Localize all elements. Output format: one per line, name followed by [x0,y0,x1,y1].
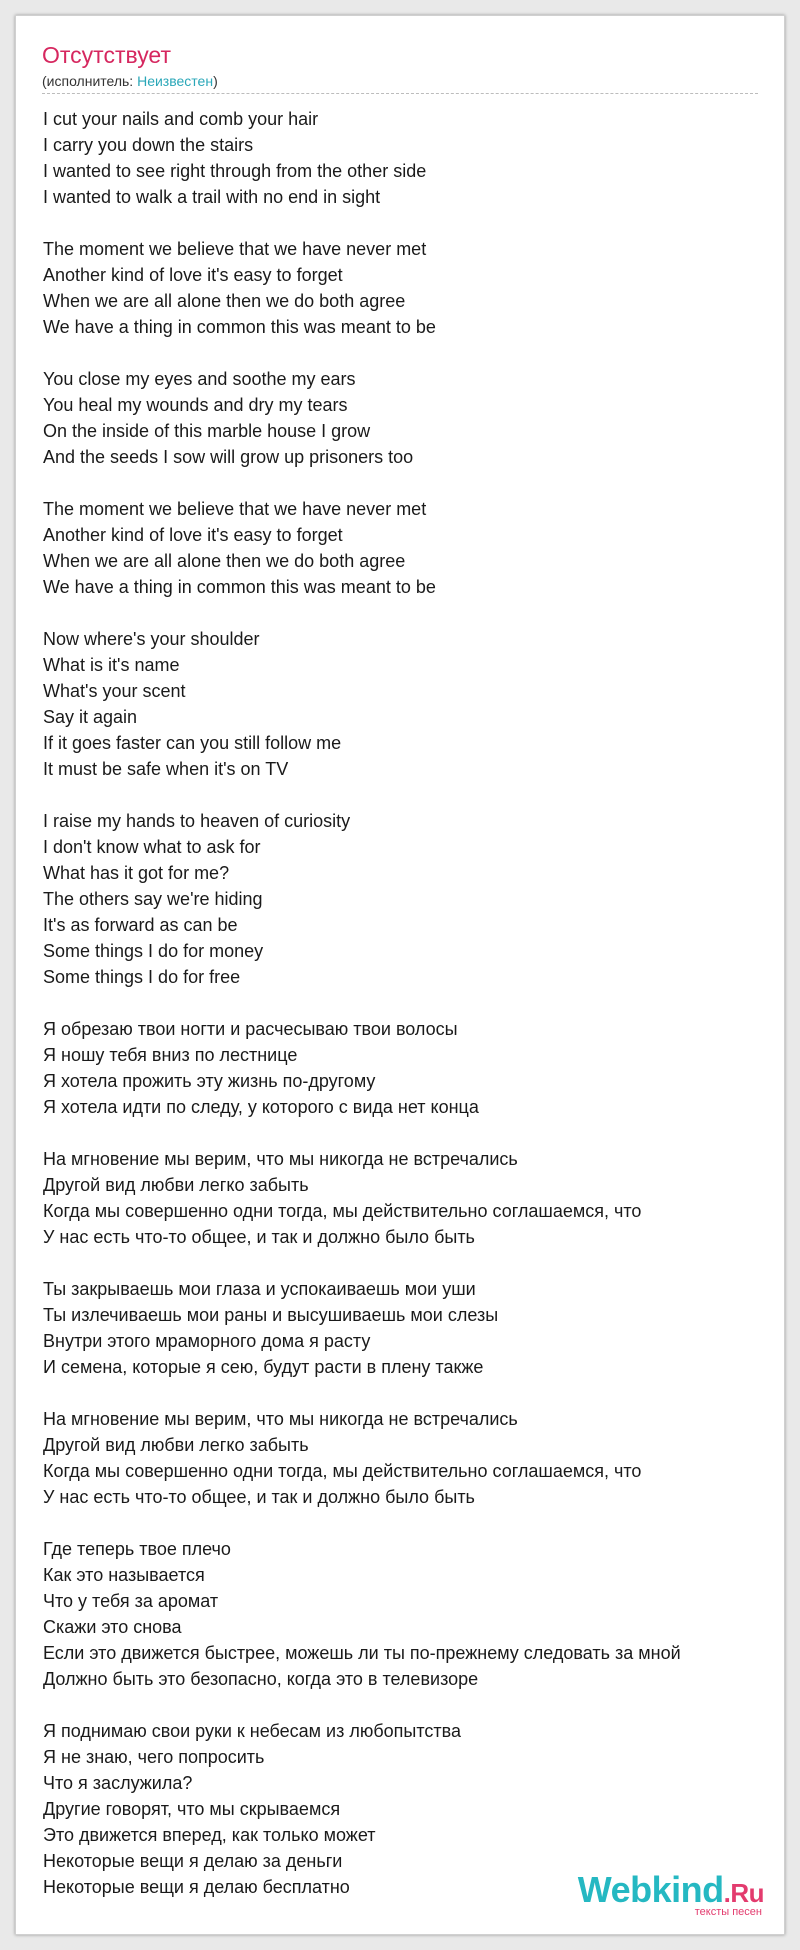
lyric-line: When we are all alone then we do both agree [43,291,406,311]
lyric-line: We have a thing in common this was meant to be [43,577,436,597]
lyric-line: What has it got for me? [43,863,230,883]
song-title: Отсутствует [42,42,171,68]
logo-name: Webkind [577,1869,724,1910]
lyric-line: Я ношу тебя вниз по лестнице [43,1045,298,1065]
lyrics-card [15,15,785,1935]
artist-line [42,74,218,88]
stanza-break [43,1510,783,1536]
lyric-line: I cut your nails and comb your hair [43,109,319,129]
lyric-line: And the seeds I sow will grow up prisoners too [43,447,414,467]
lyric-line: Когда мы совершенно одни тогда, мы действительно соглашаемся, что [43,1201,642,1221]
lyric-line: Когда мы совершенно одни тогда, мы действительно соглашаемся, что [43,1461,642,1481]
lyric-line: Some things I do for free [43,967,241,987]
stanza-break [43,990,783,1016]
lyric-line: Now where's your shoulder [43,629,260,649]
lyric-line: Скажи это снова [43,1617,182,1637]
site-logo[interactable] [577,1869,764,1918]
stanza-break [43,340,783,366]
stanza-break [43,1380,783,1406]
lyric-line: У нас есть что-то общее, и так и должно было быть [43,1487,475,1507]
lyric-line: Где теперь твое плечо [43,1539,231,1559]
lyric-line: У нас есть что-то общее, и так и должно было быть [43,1227,475,1247]
lyric-line: What is it's name [43,655,180,675]
stanza-break [43,1692,783,1718]
lyric-line: Я поднимаю свои руки к небесам из любопытства [43,1721,462,1741]
lyric-line: Если это движется быстрее, можешь ли ты по-прежнему следовать за мной [43,1643,681,1663]
logo-wordmark [577,1869,764,1910]
stanza-break [43,782,783,808]
lyric-line: I wanted to walk a trail with no end in sight [43,187,381,207]
logo-tld: .Ru [723,1878,764,1908]
lyric-line: I wanted to see right through from the other side [43,161,427,181]
lyric-line: When we are all alone then we do both agree [43,551,406,571]
lyric-line: It must be safe when it's on TV [43,759,289,779]
lyric-line: We have a thing in common this was meant to be [43,317,436,337]
lyric-line: I don't know what to ask for [43,837,261,857]
stanza-break [43,1250,783,1276]
lyric-line: The others say we're hiding [43,889,263,909]
lyric-line: Внутри этого мраморного дома я расту [43,1331,371,1351]
lyric-line: Некоторые вещи я делаю бесплатно [43,1877,350,1897]
lyric-line: Я хотела прожить эту жизнь по-другому [43,1071,376,1091]
lyrics-text [43,106,783,1900]
lyric-line: Что у тебя за аромат [43,1591,219,1611]
lyric-line: Как это называется [43,1565,205,1585]
lyric-line: What's your scent [43,681,186,701]
lyric-line: На мгновение мы верим, что мы никогда не встречались [43,1149,518,1169]
artist-suffix: ) [213,73,218,89]
lyric-line: The moment we believe that we have never met [43,499,427,519]
lyric-line: Ты излечиваешь мои раны и высушиваешь мои слезы [43,1305,499,1325]
lyric-line: Ты закрываешь мои глаза и успокаиваешь мои уши [43,1279,476,1299]
lyric-line: Должно быть это безопасно, когда это в телевизоре [43,1669,479,1689]
lyric-line: If it goes faster can you still follow me [43,733,342,753]
lyric-line: I raise my hands to heaven of curiosity [43,811,351,831]
lyric-line: The moment we believe that we have never met [43,239,427,259]
lyric-line: It's as forward as can be [43,915,238,935]
lyric-line: Это движется вперед, как только может [43,1825,376,1845]
lyric-line: Some things I do for money [43,941,264,961]
lyric-line: Другой вид любви легко забыть [43,1435,309,1455]
lyric-line: I carry you down the stairs [43,135,254,155]
lyric-line: Я хотела идти по следу, у которого с вида нет конца [43,1097,479,1117]
lyric-line: Say it again [43,707,138,727]
stanza-break [43,600,783,626]
logo-tagline: тексты песен [694,1906,762,1918]
artist-link[interactable]: Неизвестен [137,73,214,89]
artist-prefix: (исполнитель: [42,73,138,89]
lyric-line: On the inside of this marble house I grow [43,421,371,441]
stanza-break [43,470,783,496]
lyric-line: Я обрезаю твои ногти и расчесываю твои волосы [43,1019,458,1039]
lyric-line: You close my eyes and soothe my ears [43,369,356,389]
title-divider [42,93,758,94]
lyric-line: You heal my wounds and dry my tears [43,395,348,415]
lyric-line: На мгновение мы верим, что мы никогда не встречались [43,1409,518,1429]
lyric-line: Некоторые вещи я делаю за деньги [43,1851,343,1871]
lyric-line: Что я заслужила? [43,1773,193,1793]
stanza-break [43,210,783,236]
lyric-line: Другие говорят, что мы скрываемся [43,1799,341,1819]
lyric-line: Another kind of love it's easy to forget [43,265,343,285]
lyric-line: Другой вид любви легко забыть [43,1175,309,1195]
lyric-line: Another kind of love it's easy to forget [43,525,343,545]
lyric-line: Я не знаю, чего попросить [43,1747,265,1767]
stanza-break [43,1120,783,1146]
lyric-line: И семена, которые я сею, будут расти в плену также [43,1357,484,1377]
